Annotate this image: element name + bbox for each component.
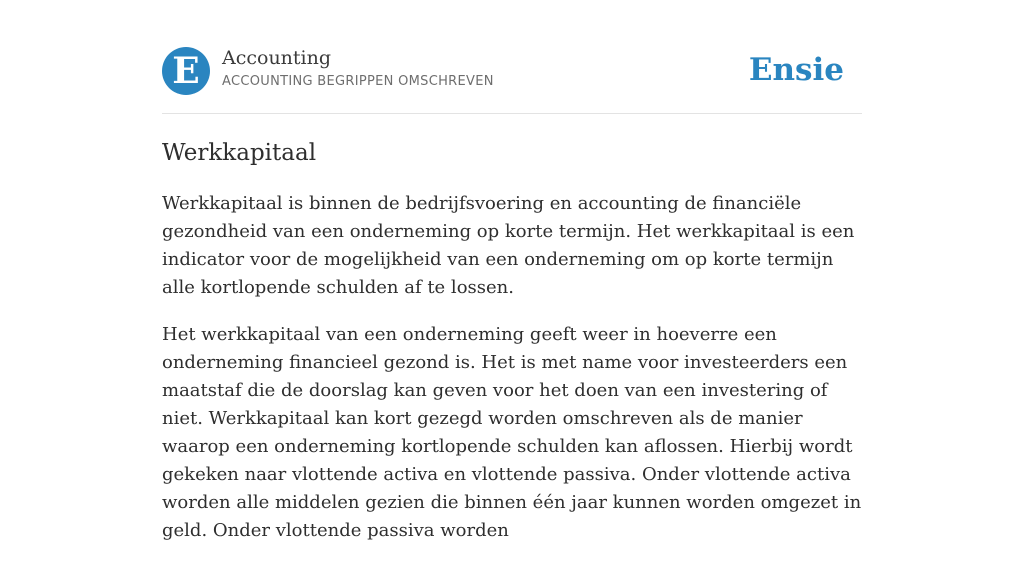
article-paragraph-1: Werkkapitaal is binnen de bedrijfsvoering en accounting de financiële gezondheid van een onderneming op korte termijn. Het werkkapitaal is een indicator voor de mogelijkheid van een onderneming om op korte termijn alle kortlopende schulden af te lossen. xyxy=(162,193,855,298)
page xyxy=(162,0,862,541)
article-body xyxy=(162,190,864,564)
article-paragraph-2: Het werkkapitaal van een onderneming geeft weer in hoeverre een onderneming financieel gezond is. Het is met name voor investeerders een maatstaf die de doorslag kan geven voor het doen van een investering of niet. Werkkapitaal kan kort gezegd worden omschreven als de manier waarop een onderneming kortlopende schulden kan aflossen. Hierbij wordt gekeken naar vlottende activa en vlottende passiva. Onder vlottende activa worden alle middelen gezien die binnen één jaar kunnen worden omgezet in geld. Onder vlottende passiva worden xyxy=(162,324,862,541)
ensie-brand-logo[interactable]: Ensie xyxy=(748,52,844,88)
site-title[interactable]: Accounting xyxy=(222,47,332,69)
header-divider xyxy=(162,113,862,114)
site-subtitle: ACCOUNTING BEGRIPPEN OMSCHREVEN xyxy=(222,74,494,89)
site-header xyxy=(162,46,862,96)
article-title: Werkkapitaal xyxy=(162,140,317,166)
ensie-logo-icon[interactable]: E xyxy=(162,47,210,95)
